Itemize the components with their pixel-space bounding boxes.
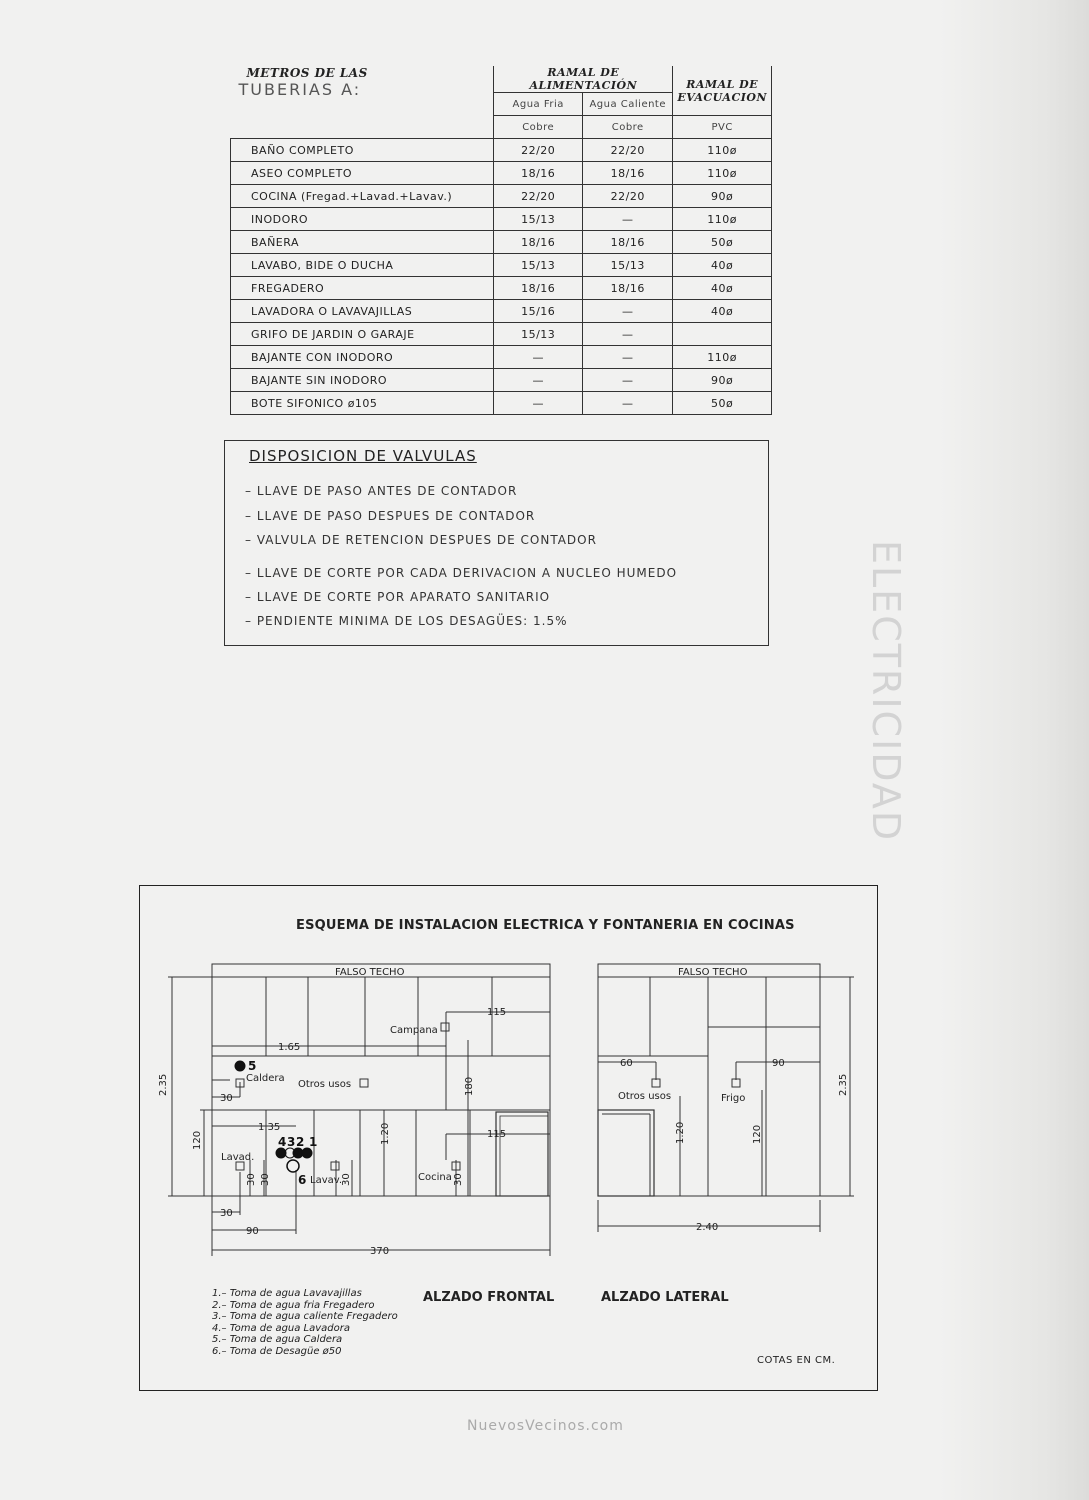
cell-evac: 90ø (673, 185, 772, 208)
num-4: 4 (278, 1135, 287, 1149)
dim-side-120b: 120 (752, 1124, 763, 1144)
front-falso-techo: FALSO TECHO (335, 967, 405, 978)
dim-165: 1.65 (278, 1042, 301, 1053)
cell-label: GRIFO DE JARDIN O GARAJE (231, 323, 494, 346)
cell-evac: 90ø (673, 369, 772, 392)
dim-235: 2.35 (158, 1073, 169, 1096)
cell-cold: 15/13 (494, 254, 583, 277)
cell-cold: 15/13 (494, 208, 583, 231)
num-5: 5 (248, 1059, 257, 1073)
num-2: 2 (296, 1135, 305, 1149)
dim-135: 1.35 (258, 1122, 281, 1133)
dim-30d: 30 (341, 1173, 352, 1186)
cell-cold: 15/16 (494, 300, 583, 323)
label-cocina: Cocina (418, 1172, 452, 1183)
legend-item: 1.– Toma de agua Lavavajillas (212, 1288, 362, 1299)
cell-label: LAVABO, BIDE O DUCHA (231, 254, 494, 277)
cell-hot: 18/16 (583, 162, 673, 185)
dim-90: 90 (246, 1226, 259, 1237)
dim-60: 60 (620, 1058, 633, 1069)
cell-hot: 18/16 (583, 277, 673, 300)
cell-evac: 40ø (673, 277, 772, 300)
cell-cold: 22/20 (494, 185, 583, 208)
cell-evac: 110ø (673, 139, 772, 162)
valve-item: – PENDIENTE MINIMA DE LOS DESAGÜES: 1.5% (245, 614, 568, 628)
label-lavad: Lavad. (221, 1152, 255, 1163)
cell-label: BAJANTE CON INODORO (231, 346, 494, 369)
legend-item: 2.– Toma de agua fria Fregadero (212, 1299, 375, 1311)
label-caldera: Caldera (246, 1073, 285, 1084)
cell-hot: — (583, 392, 673, 415)
header-supply: RAMAL DE ALIMENTACIÓN (494, 66, 673, 93)
cell-hot: 15/13 (583, 254, 673, 277)
cell-hot: — (583, 369, 673, 392)
valves-title: DISPOSICION DE VALVULAS (249, 447, 477, 465)
legend-item: 3.– Toma de agua caliente Fregadero (212, 1311, 398, 1322)
cell-cold: 15/13 (494, 323, 583, 346)
cell-hot: 22/20 (583, 185, 673, 208)
cell-evac: 40ø (673, 300, 772, 323)
label-side-otros-usos: Otros usos (618, 1091, 672, 1102)
cell-label: COCINA (Fregad.+Lavad.+Lavav.) (231, 185, 494, 208)
legend-item: 5.– Toma de agua Caldera (212, 1334, 343, 1345)
legend (212, 1288, 398, 1357)
label-campana: Campana (390, 1025, 438, 1036)
num-1: 1 (309, 1135, 318, 1149)
footer-site-name: NuevosVecinos.com (467, 1418, 624, 1434)
cell-label: BAÑERA (231, 231, 494, 254)
valve-item: – LLAVE DE PASO ANTES DE CONTADOR (245, 484, 518, 498)
cell-label: BAÑO COMPLETO (231, 139, 494, 162)
header-hot-water: Agua Caliente (583, 93, 673, 116)
cell-evac: 50ø (673, 231, 772, 254)
water-point-5 (235, 1061, 245, 1071)
cell-cold: 22/20 (494, 139, 583, 162)
dim-30c: 30 (260, 1173, 271, 1186)
cell-cold: — (494, 369, 583, 392)
water-point-1 (302, 1148, 312, 1158)
outlet-frigo (732, 1079, 740, 1087)
valve-item: – VALVULA DE RETENCION DESPUES DE CONTADOR (245, 533, 597, 547)
cell-cold: 18/16 (494, 231, 583, 254)
diagram-title: ESQUEMA DE INSTALACION ELECTRICA Y FONTANERIA EN COCINAS (296, 918, 795, 933)
units-note: COTAS EN CM. (757, 1355, 836, 1366)
cell-hot: 18/16 (583, 231, 673, 254)
outlet-side-otros-usos (652, 1079, 660, 1087)
cell-evac: 50ø (673, 392, 772, 415)
dim-side-90: 90 (772, 1058, 785, 1069)
dim-180: 180 (464, 1076, 475, 1096)
dim-side-235: 2.35 (838, 1073, 849, 1096)
cell-hot: — (583, 208, 673, 231)
num-6: 6 (298, 1173, 307, 1187)
valve-item: – LLAVE DE PASO DESPUES DE CONTADOR (245, 509, 536, 523)
outlet-lavadora (236, 1162, 244, 1170)
dim-240: 2.40 (696, 1222, 719, 1233)
label-alzado-frontal: ALZADO FRONTAL (423, 1290, 555, 1305)
dim-side-120a: 1.20 (675, 1121, 686, 1144)
header-evacuation: RAMAL DE EVACUACION (673, 66, 772, 116)
material-evac: PVC (673, 116, 772, 139)
watermark-text: ELECTRICIDAD (864, 540, 908, 843)
side-falso-techo: FALSO TECHO (678, 967, 748, 978)
dim-115-mid: 115 (487, 1129, 507, 1140)
header-cold-water: Agua Fria (494, 93, 583, 116)
legend-item: 6.– Toma de Desagüe ø50 (212, 1345, 342, 1357)
label-otros-usos: Otros usos (298, 1079, 352, 1090)
cell-label: ASEO COMPLETO (231, 162, 494, 185)
cell-evac: 110ø (673, 208, 772, 231)
label-frigo: Frigo (721, 1093, 746, 1104)
table-title: METROS DE LAS TUBERIAS A: (238, 66, 368, 99)
cell-evac: 110ø (673, 162, 772, 185)
outlet-lavavajillas (331, 1162, 339, 1170)
material-cold: Cobre (494, 116, 583, 139)
cell-evac: 110ø (673, 346, 772, 369)
dim-370: 370 (370, 1246, 390, 1257)
dim-30b: 30 (246, 1173, 257, 1186)
valve-item: – LLAVE DE CORTE POR CADA DERIVACION A NUCLEO HUMEDO (245, 566, 678, 580)
label-alzado-lateral: ALZADO LATERAL (601, 1290, 729, 1305)
cell-hot: — (583, 323, 673, 346)
cell-cold: — (494, 346, 583, 369)
outlet-campana (441, 1023, 449, 1031)
cell-label: FREGADERO (231, 277, 494, 300)
cell-label: BAJANTE SIN INODORO (231, 369, 494, 392)
cell-hot: 22/20 (583, 139, 673, 162)
cell-cold: 18/16 (494, 277, 583, 300)
outlet-otros-usos (360, 1079, 368, 1087)
legend-item: 4.– Toma de agua Lavadora (212, 1322, 351, 1334)
cell-label: INODORO (231, 208, 494, 231)
label-lavav: Lavav. (310, 1175, 343, 1186)
dim-120a: 120 (192, 1130, 203, 1150)
valve-item: – LLAVE DE CORTE POR APARATO SANITARIO (245, 590, 551, 604)
dim-120b: 1.20 (380, 1122, 391, 1145)
cell-cold: 18/16 (494, 162, 583, 185)
cell-cold: — (494, 392, 583, 415)
dim-30f: 30 (220, 1208, 233, 1219)
cell-hot: — (583, 346, 673, 369)
drain-point-6 (287, 1160, 299, 1172)
num-3: 3 (287, 1135, 296, 1149)
material-hot: Cobre (583, 116, 673, 139)
cell-evac: 40ø (673, 254, 772, 277)
dim-30e: 30 (453, 1173, 464, 1186)
side-wall-outline (598, 964, 820, 1196)
dim-30a: 30 (220, 1093, 233, 1104)
cell-hot: — (583, 300, 673, 323)
cell-label: BOTE SIFONICO ø105 (231, 392, 494, 415)
cell-label: LAVADORA O LAVAVAJILLAS (231, 300, 494, 323)
dim-115-top: 115 (487, 1007, 507, 1018)
